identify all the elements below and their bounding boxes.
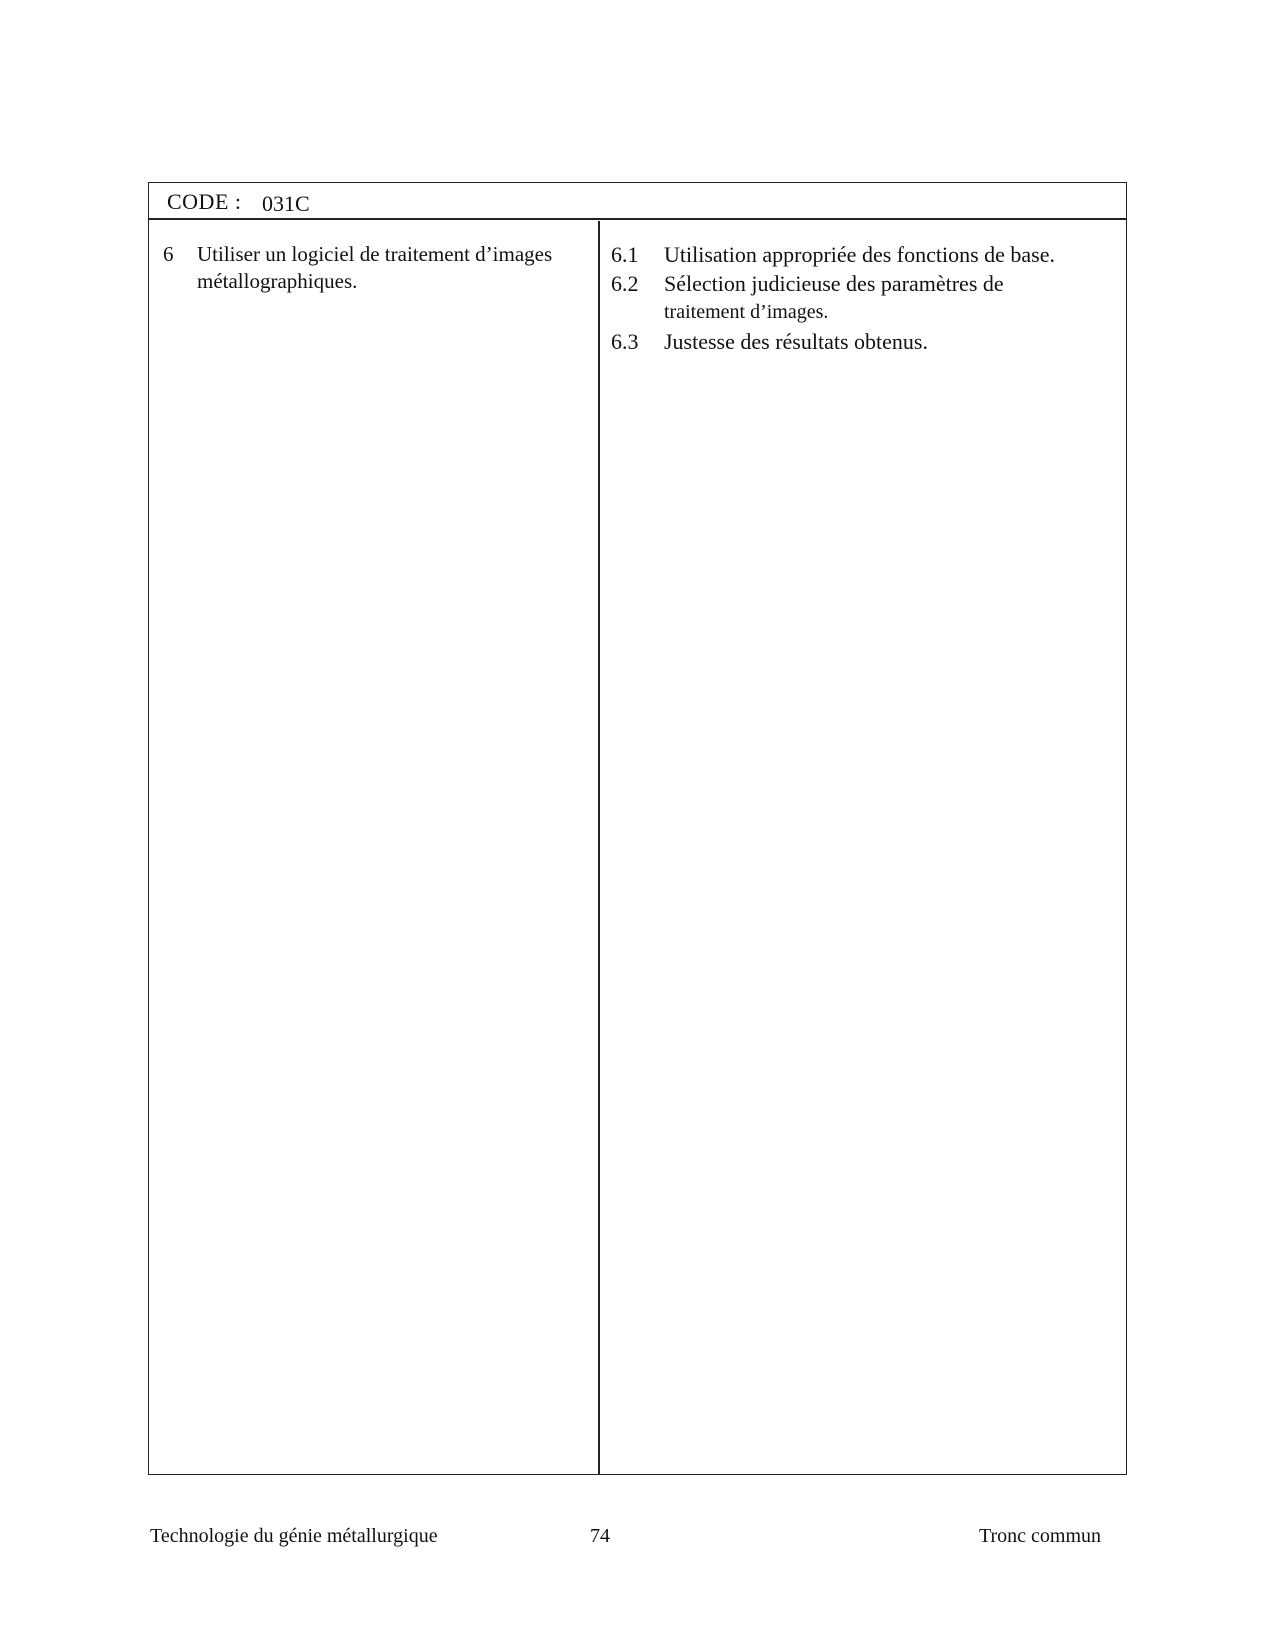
criterion-item xyxy=(611,270,1116,326)
element-number: 6 xyxy=(163,242,174,266)
element-text-line-1: Utiliser un logiciel de traitement d’images xyxy=(197,242,553,266)
criterion-text xyxy=(664,270,1116,326)
criterion-number: 6.1 xyxy=(611,242,639,267)
criterion-item xyxy=(611,328,1116,355)
element-text-line-2: métallographiques. xyxy=(197,269,358,293)
footer-program-title: Technologie du génie métallurgique xyxy=(150,1525,438,1547)
code-label: CODE : xyxy=(167,189,242,214)
element-text xyxy=(197,241,591,295)
criterion-number: 6.2 xyxy=(611,271,639,296)
criterion-text: Justesse des résultats obtenus. xyxy=(664,329,928,354)
column-divider xyxy=(598,221,600,1474)
criterion-item xyxy=(611,241,1116,268)
code-header-row xyxy=(149,183,1126,220)
criterion-text: Utilisation appropriée des fonctions de base. xyxy=(664,242,1056,267)
footer-page-number: 74 xyxy=(590,1525,610,1547)
criteria-column xyxy=(611,241,1116,357)
footer-section-name: Tronc commun xyxy=(979,1525,1102,1547)
element-column xyxy=(163,241,591,295)
code-value: 031C xyxy=(262,191,310,216)
criterion-text-line-2: traitement d’images. xyxy=(664,301,829,323)
criterion-number: 6.3 xyxy=(611,329,639,354)
competency-table xyxy=(148,182,1127,1475)
criterion-text-line-1: Sélection judicieuse des paramètres de xyxy=(664,271,1004,296)
element-item xyxy=(163,241,591,295)
